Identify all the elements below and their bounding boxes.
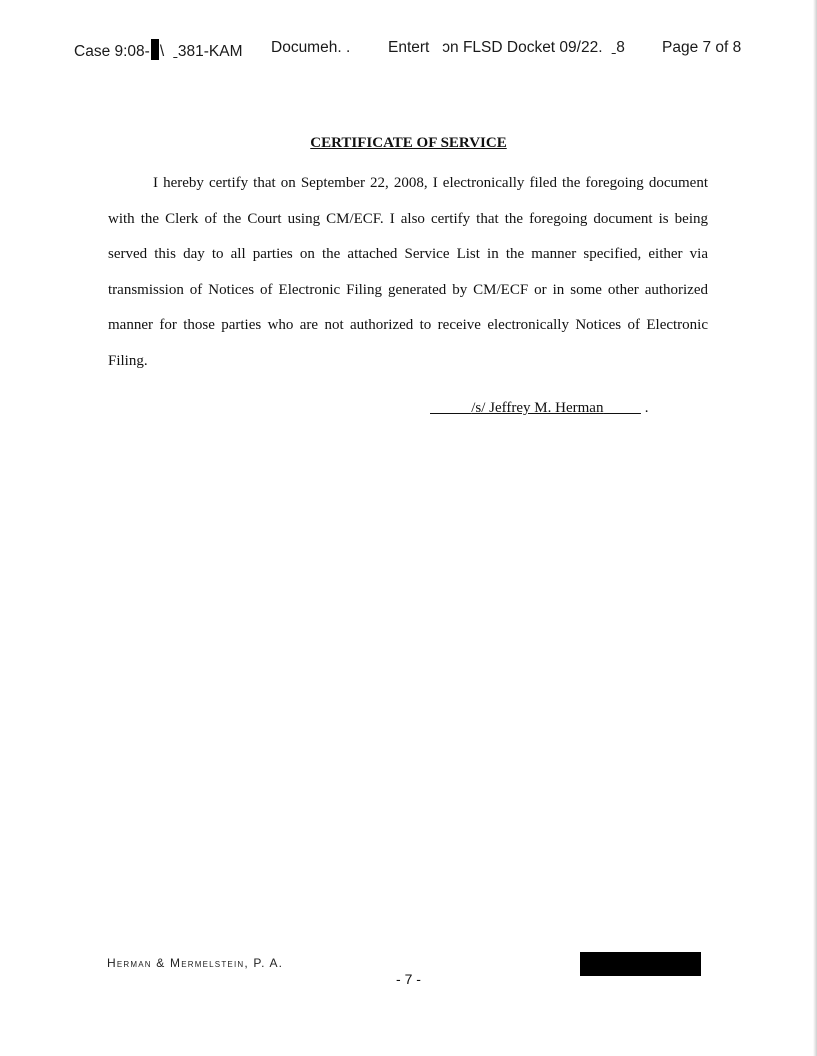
header-entered: Entert ɔn FLSD Docket 09/22. ˍ8: [388, 39, 625, 56]
signature-text: /s/ Jeffrey M. Herman: [471, 400, 604, 416]
footer-redaction-bar: [580, 952, 701, 976]
certificate-body: [108, 166, 708, 380]
signature-line: [430, 400, 641, 416]
footer-firm-name: Herman & Mermelstein, P. A.: [107, 956, 284, 970]
signature-block: [430, 400, 648, 417]
header-case-number: Case 9:08- \ ˍ381-KAM: [74, 39, 243, 61]
signature-trail: .: [644, 400, 649, 416]
certificate-paragraph: I hereby certify that on September 22, 2008, I electronically filed the foregoing document with the Clerk of the Court using CM/ECF. I also certify that the foregoing document is being served this day to all parties on the attached Service List in the manner specified, either via transmission of Notices of Electronic Filing generated by CM/ECF or in some other authorized manner for those parties who are not authorized to receive electronically Notices of Electronic Filing.: [108, 175, 708, 369]
header-page: Page 7 of 8: [662, 39, 742, 56]
header-redaction: [151, 39, 159, 60]
certificate-title: CERTIFICATE OF SERVICE: [310, 135, 507, 151]
page-edge-shadow: [813, 0, 817, 1056]
header-document: Documeh. .: [271, 39, 351, 56]
page-number: - 7 -: [396, 971, 421, 987]
